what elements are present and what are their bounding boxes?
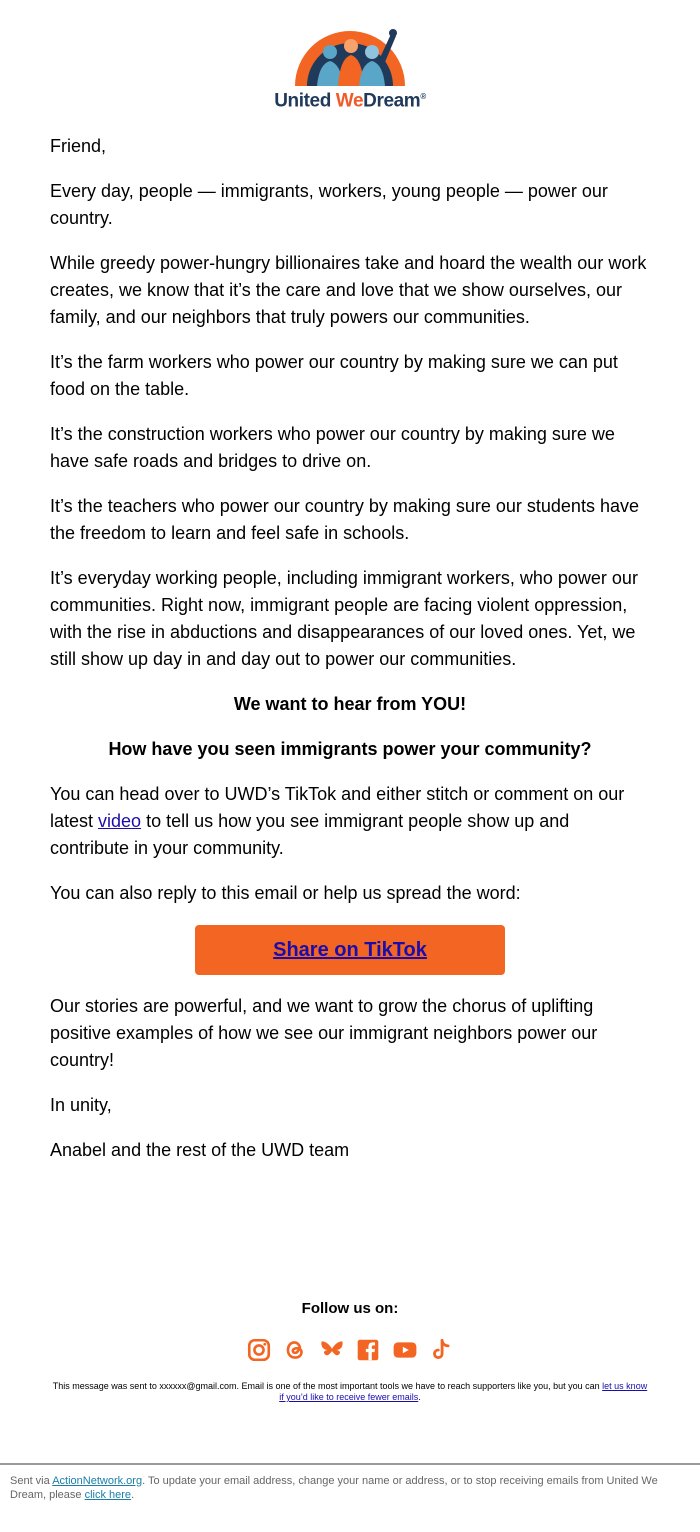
signature: Anabel and the rest of the UWD team: [50, 1140, 350, 1160]
paragraph-7-end: to tell us how you see immigrant people show up and contribute in your community.: [50, 811, 570, 858]
click-here-link[interactable]: click here: [84, 1489, 132, 1501]
paragraph-7-start: You can head over to UWD’s TikTok and either stitch or comment on our latest: [50, 784, 625, 831]
logo-illustration-icon: [275, 26, 425, 88]
signoff: In unity,: [50, 1095, 112, 1115]
facebook-icon[interactable]: [353, 1337, 383, 1365]
paragraph-2: While greedy power-hungry billionaires take and hoard the wealth our work creates, we know that it’s the care and love that we show ourselves, our family, and our neighbors that truly powers our communities.: [50, 253, 647, 327]
paragraph-8: You can also reply to this email or help us spread the word:: [50, 883, 521, 903]
paragraph-1: Every day, people — immigrants, workers, young people — power our country.: [50, 181, 608, 228]
footer: [10, 1474, 680, 1502]
registered-mark: ®: [420, 92, 426, 101]
social-icons-row: [0, 1337, 700, 1365]
fine-print-text: This message was sent to xxxxxx@gmail.com. Email is one of the most important tools we have to reach supporters like you, but you can: [52, 1381, 603, 1391]
fine-print: [50, 1381, 650, 1403]
heading-hear-from-you: We want to hear from YOU!: [233, 694, 467, 714]
footer-divider: [0, 1463, 700, 1465]
greeting: Friend,: [50, 136, 107, 156]
share-on-tiktok-button[interactable]: Share on TikTok: [195, 925, 505, 975]
brand-wordmark: [0, 86, 700, 112]
brand-name-part3: Dream: [363, 90, 421, 112]
paragraph-6: It’s everyday working people, including immigrant workers, who power our communities. Right now, immigrant people are facing violent oppression, with the rise in abductions and disappearances of our loved ones. Yet, we still show up day in and day out to power our communities.: [50, 568, 638, 669]
paragraph-3: It’s the farm workers who power our country by making sure we can put food on the table.: [50, 352, 618, 399]
email-body: [50, 133, 650, 1182]
youtube-icon[interactable]: [390, 1337, 420, 1365]
paragraph-5: It’s the teachers who power our country by making sure our students have the freedom to learn and feel safe in schools.: [50, 496, 639, 543]
instagram-icon[interactable]: [244, 1337, 274, 1365]
threads-icon[interactable]: [280, 1337, 310, 1365]
actionnetwork-link[interactable]: ActionNetwork.org: [52, 1475, 143, 1487]
fine-print-end: .: [418, 1392, 421, 1402]
brand-logo[interactable]: [0, 26, 700, 112]
paragraph-9: Our stories are powerful, and we want to grow the chorus of uplifting positive examples of how we see our immigrant neighbors power our country!: [50, 996, 598, 1070]
video-link[interactable]: video: [98, 811, 142, 831]
footer-text-2: . To update your email address, change your name or address, or to stop receiving emails from United We Dream, please: [10, 1475, 658, 1501]
follow-us-title: Follow us on:: [301, 1300, 399, 1317]
footer-text-1: Sent via: [10, 1475, 53, 1487]
paragraph-4: It’s the construction workers who power our country by making sure we have safe roads and bridges to drive on.: [50, 424, 615, 471]
brand-name-part2: We: [335, 90, 364, 112]
tiktok-icon[interactable]: [426, 1337, 456, 1365]
heading-question: How have you seen immigrants power your community?: [108, 739, 592, 759]
fewer-emails-link[interactable]: let us know if you’d like to receive fewer emails: [279, 1381, 648, 1402]
footer-text-3: .: [131, 1489, 135, 1501]
bluesky-icon[interactable]: [317, 1337, 347, 1365]
paragraph-7: [50, 781, 650, 862]
brand-name-part1: United: [274, 90, 331, 112]
